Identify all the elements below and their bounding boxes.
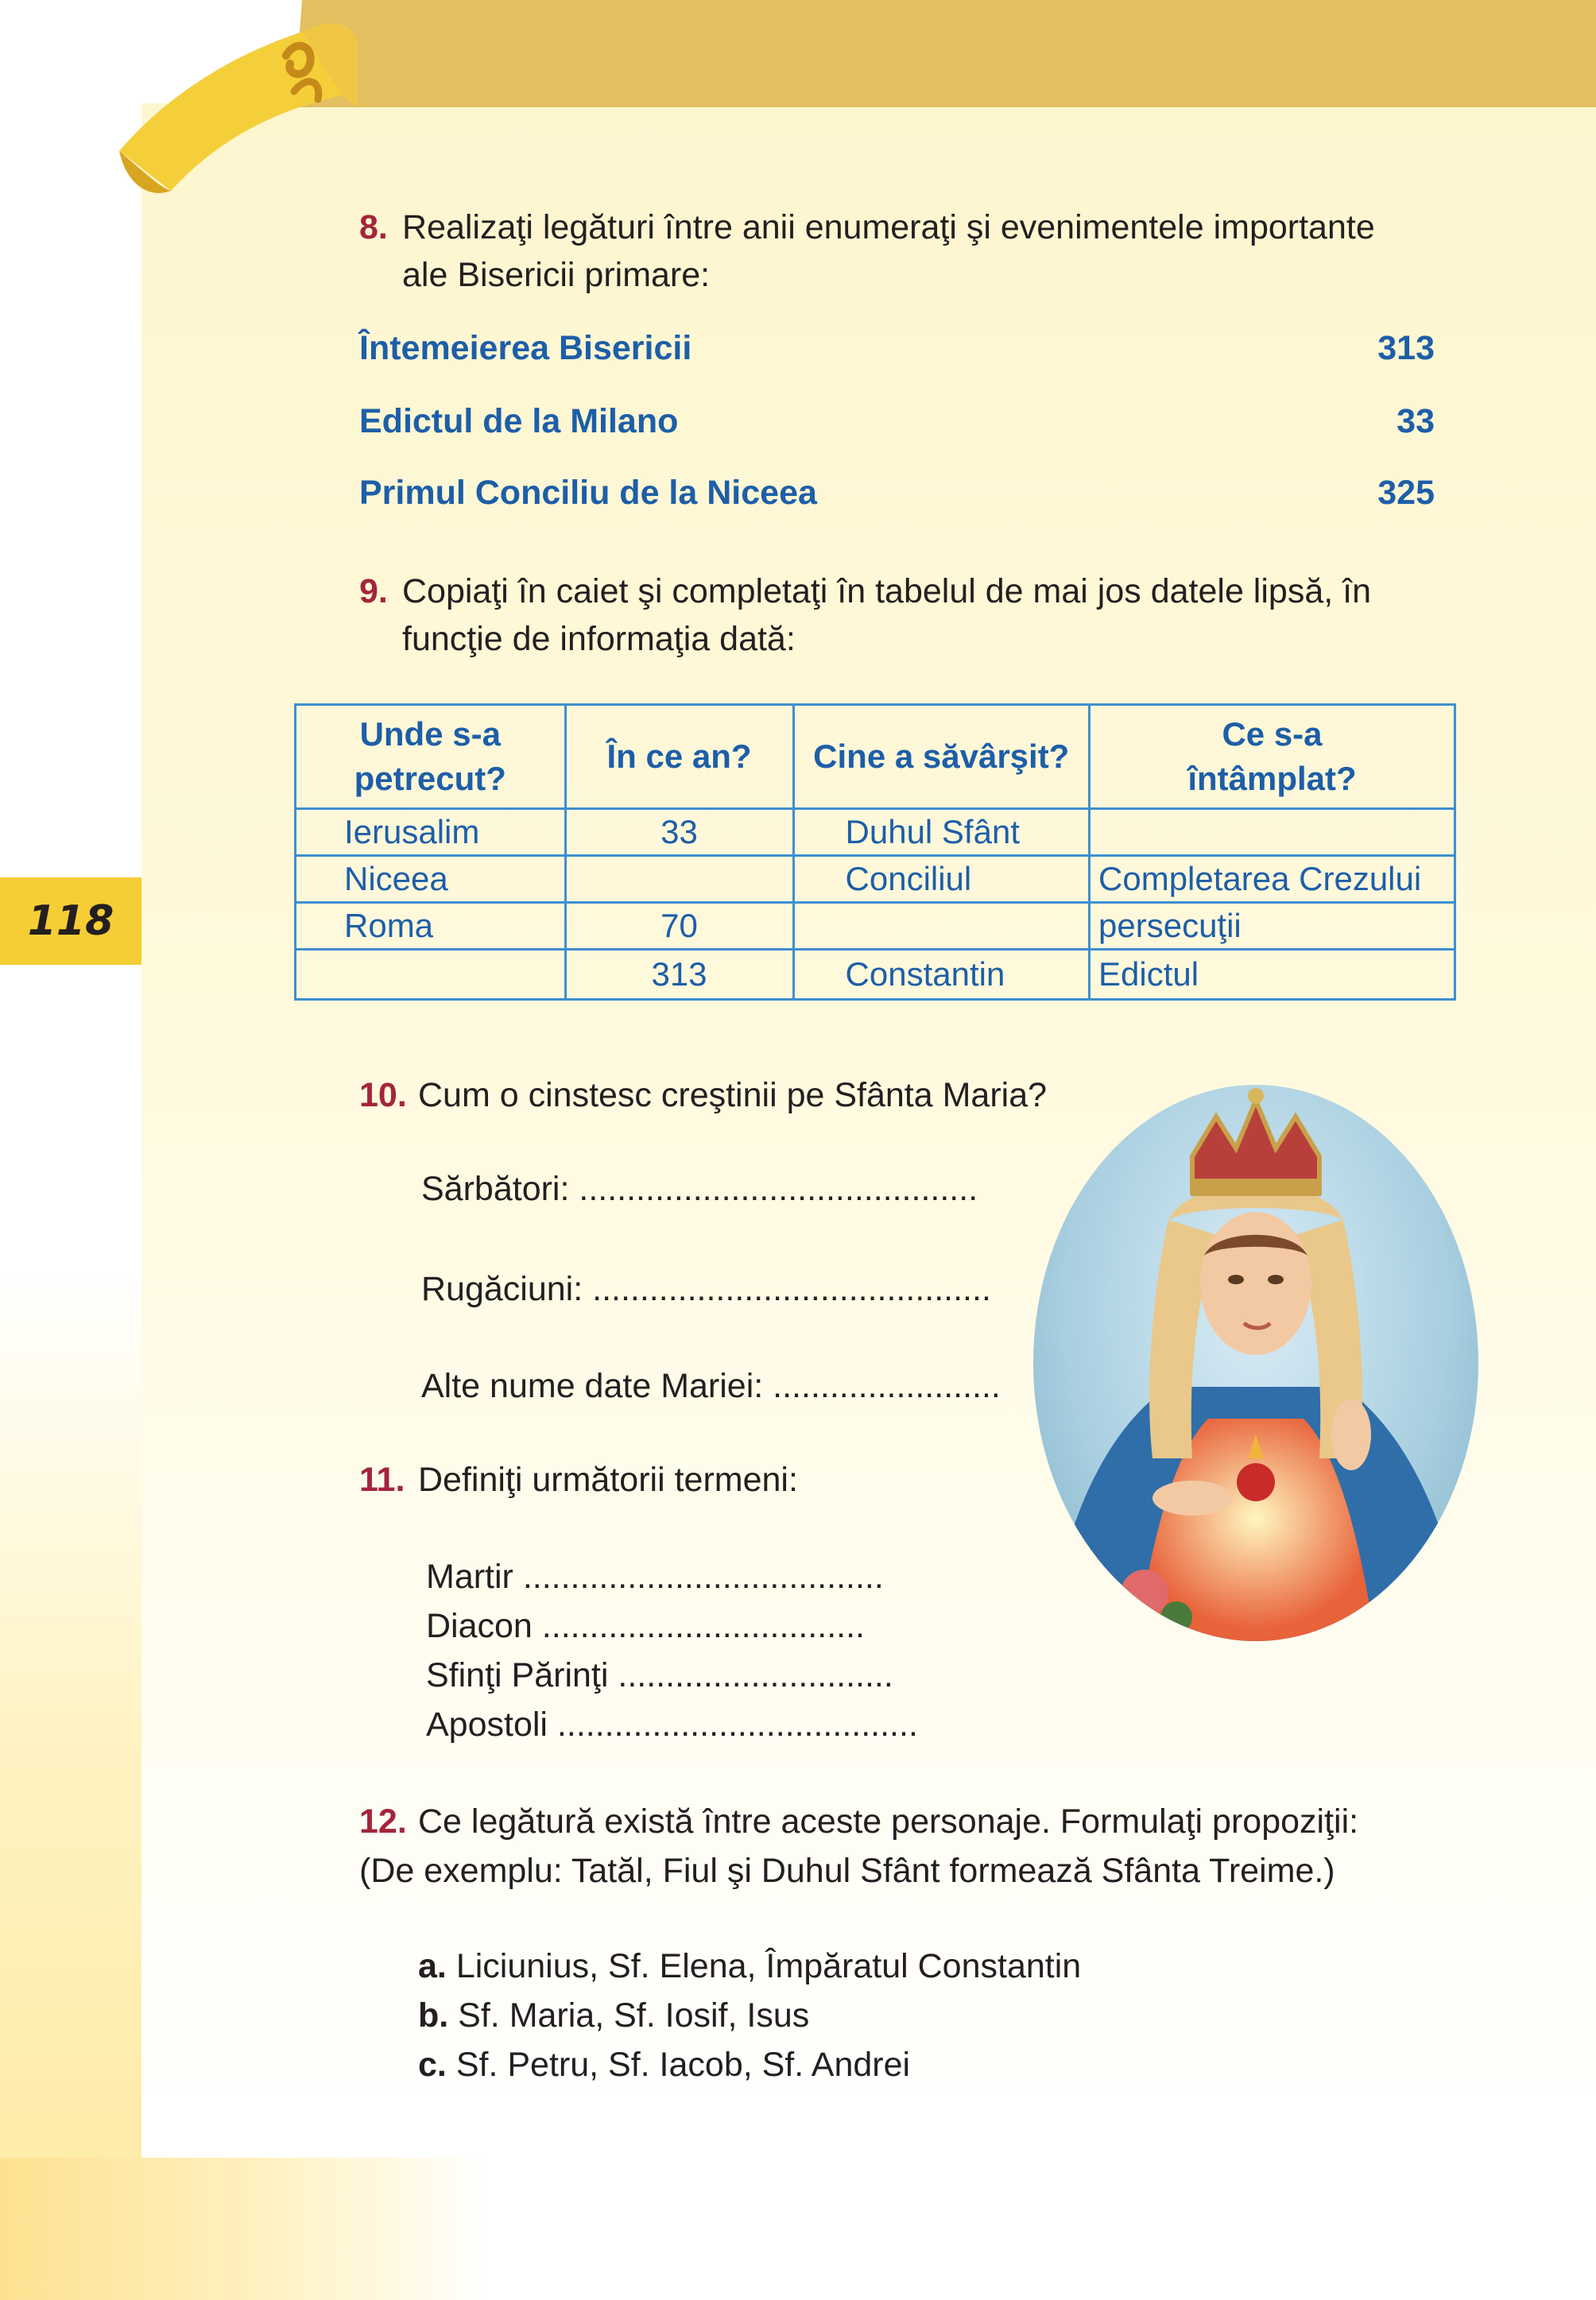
table-header-cell: Cine a săvârşit? bbox=[793, 705, 1090, 809]
event-year: 313 bbox=[1377, 329, 1435, 367]
bottom-margin bbox=[0, 2158, 493, 2300]
question-9-text-line2: funcţie de informaţia dată: bbox=[402, 620, 796, 658]
question-8-text-line1: Realizaţi legături între anii enumeraţi şi evenimentele importante bbox=[402, 208, 1375, 246]
option-item bbox=[418, 2041, 910, 2089]
table-header-row bbox=[296, 705, 1455, 809]
table-cell: 313 bbox=[565, 950, 793, 1000]
option-label: a. bbox=[418, 1947, 447, 1985]
scroll-ribbon-icon bbox=[95, 0, 358, 223]
answer-line: Alte nume date Mariei: ........................ bbox=[421, 1367, 1001, 1405]
event-name: Primul Conciliu de la Niceea bbox=[359, 474, 817, 512]
table-cell: Ierusalim bbox=[296, 809, 566, 856]
page-number: 118 bbox=[0, 877, 141, 965]
virgin-mary-image bbox=[1033, 1085, 1478, 1641]
table-cell: 70 bbox=[565, 903, 793, 950]
table-header-cell: În ce an? bbox=[565, 705, 793, 809]
table-cell: Completarea Crezului bbox=[1090, 856, 1455, 903]
question-10-text: Cum o cinstesc creştinii pe Sfânta Maria? bbox=[418, 1076, 1048, 1114]
table-cell: Roma bbox=[296, 903, 566, 950]
term-line: Sfinţi Părinţi ............................. bbox=[426, 1656, 893, 1694]
event-year: 325 bbox=[1377, 474, 1435, 512]
question-9-text-line1: Copiaţi în caiet şi completaţi în tabelul de mai jos datele lipsă, în bbox=[402, 572, 1371, 610]
question-12-number: 12. bbox=[359, 1802, 407, 1841]
event-name: Edictul de la Milano bbox=[359, 402, 679, 440]
table-cell: Duhul Sfânt bbox=[793, 809, 1090, 856]
table-row bbox=[296, 856, 1455, 903]
table-cell bbox=[296, 950, 566, 1000]
option-label: c. bbox=[418, 2046, 447, 2084]
question-11-text: Definiţi următorii termeni: bbox=[418, 1461, 798, 1499]
table-cell: Constantin bbox=[793, 950, 1090, 1000]
term-line: Diacon .................................. bbox=[426, 1607, 865, 1645]
table-cell: Edictul bbox=[1090, 950, 1455, 1000]
event-name: Întemeierea Bisericii bbox=[359, 329, 692, 367]
table-cell: 33 bbox=[565, 809, 793, 856]
question-12-text-line1: Ce legătură există între aceste personaje. Formulaţi propoziţii: bbox=[418, 1802, 1359, 1841]
option-item bbox=[418, 1992, 809, 2039]
header-band bbox=[302, 0, 1596, 107]
table-cell bbox=[1090, 809, 1455, 856]
question-8-number: 8. bbox=[359, 208, 388, 246]
question-12-text-line2: (De exemplu: Tatăl, Fiul şi Duhul Sfânt formează Sfânta Treime.) bbox=[359, 1852, 1335, 1890]
event-year: 33 bbox=[1396, 402, 1435, 440]
table-row bbox=[296, 809, 1455, 856]
answer-line: Sărbători: .......................................... bbox=[421, 1170, 978, 1208]
table-header-cell: Ce s-a întâmplat? bbox=[1090, 705, 1455, 809]
term-line: Martir ...................................... bbox=[426, 1558, 884, 1596]
table-cell: Niceea bbox=[296, 856, 566, 903]
question-8-text-line2: ale Bisericii primare: bbox=[402, 256, 711, 294]
answer-line: Rugăciuni: .......................................... bbox=[421, 1270, 991, 1308]
question-9-number: 9. bbox=[359, 572, 388, 610]
question-10-number: 10. bbox=[359, 1076, 407, 1114]
question-11-number: 11. bbox=[359, 1461, 405, 1499]
table-row bbox=[296, 903, 1455, 950]
table-header-cell: Unde s-a petrecut? bbox=[296, 705, 566, 809]
left-margin bbox=[0, 0, 141, 2300]
table-cell bbox=[565, 856, 793, 903]
option-text: Sf. Petru, Sf. Iacob, Sf. Andrei bbox=[455, 2046, 911, 2084]
table-cell: Conciliul bbox=[793, 856, 1090, 903]
option-text: Liciunius, Sf. Elena, Împăratul Constantin bbox=[455, 1947, 1082, 1985]
term-line: Apostoli ...................................... bbox=[426, 1706, 918, 1744]
table-cell: persecuţii bbox=[1090, 903, 1455, 950]
virgin-mary-icon bbox=[1033, 1085, 1478, 1641]
events-table bbox=[294, 703, 1456, 1001]
option-label: b. bbox=[418, 1996, 449, 2035]
table-row bbox=[296, 950, 1455, 1000]
option-item bbox=[418, 1942, 1081, 1990]
option-text: Sf. Maria, Sf. Iosif, Isus bbox=[458, 1996, 810, 2035]
table-cell bbox=[793, 903, 1090, 950]
